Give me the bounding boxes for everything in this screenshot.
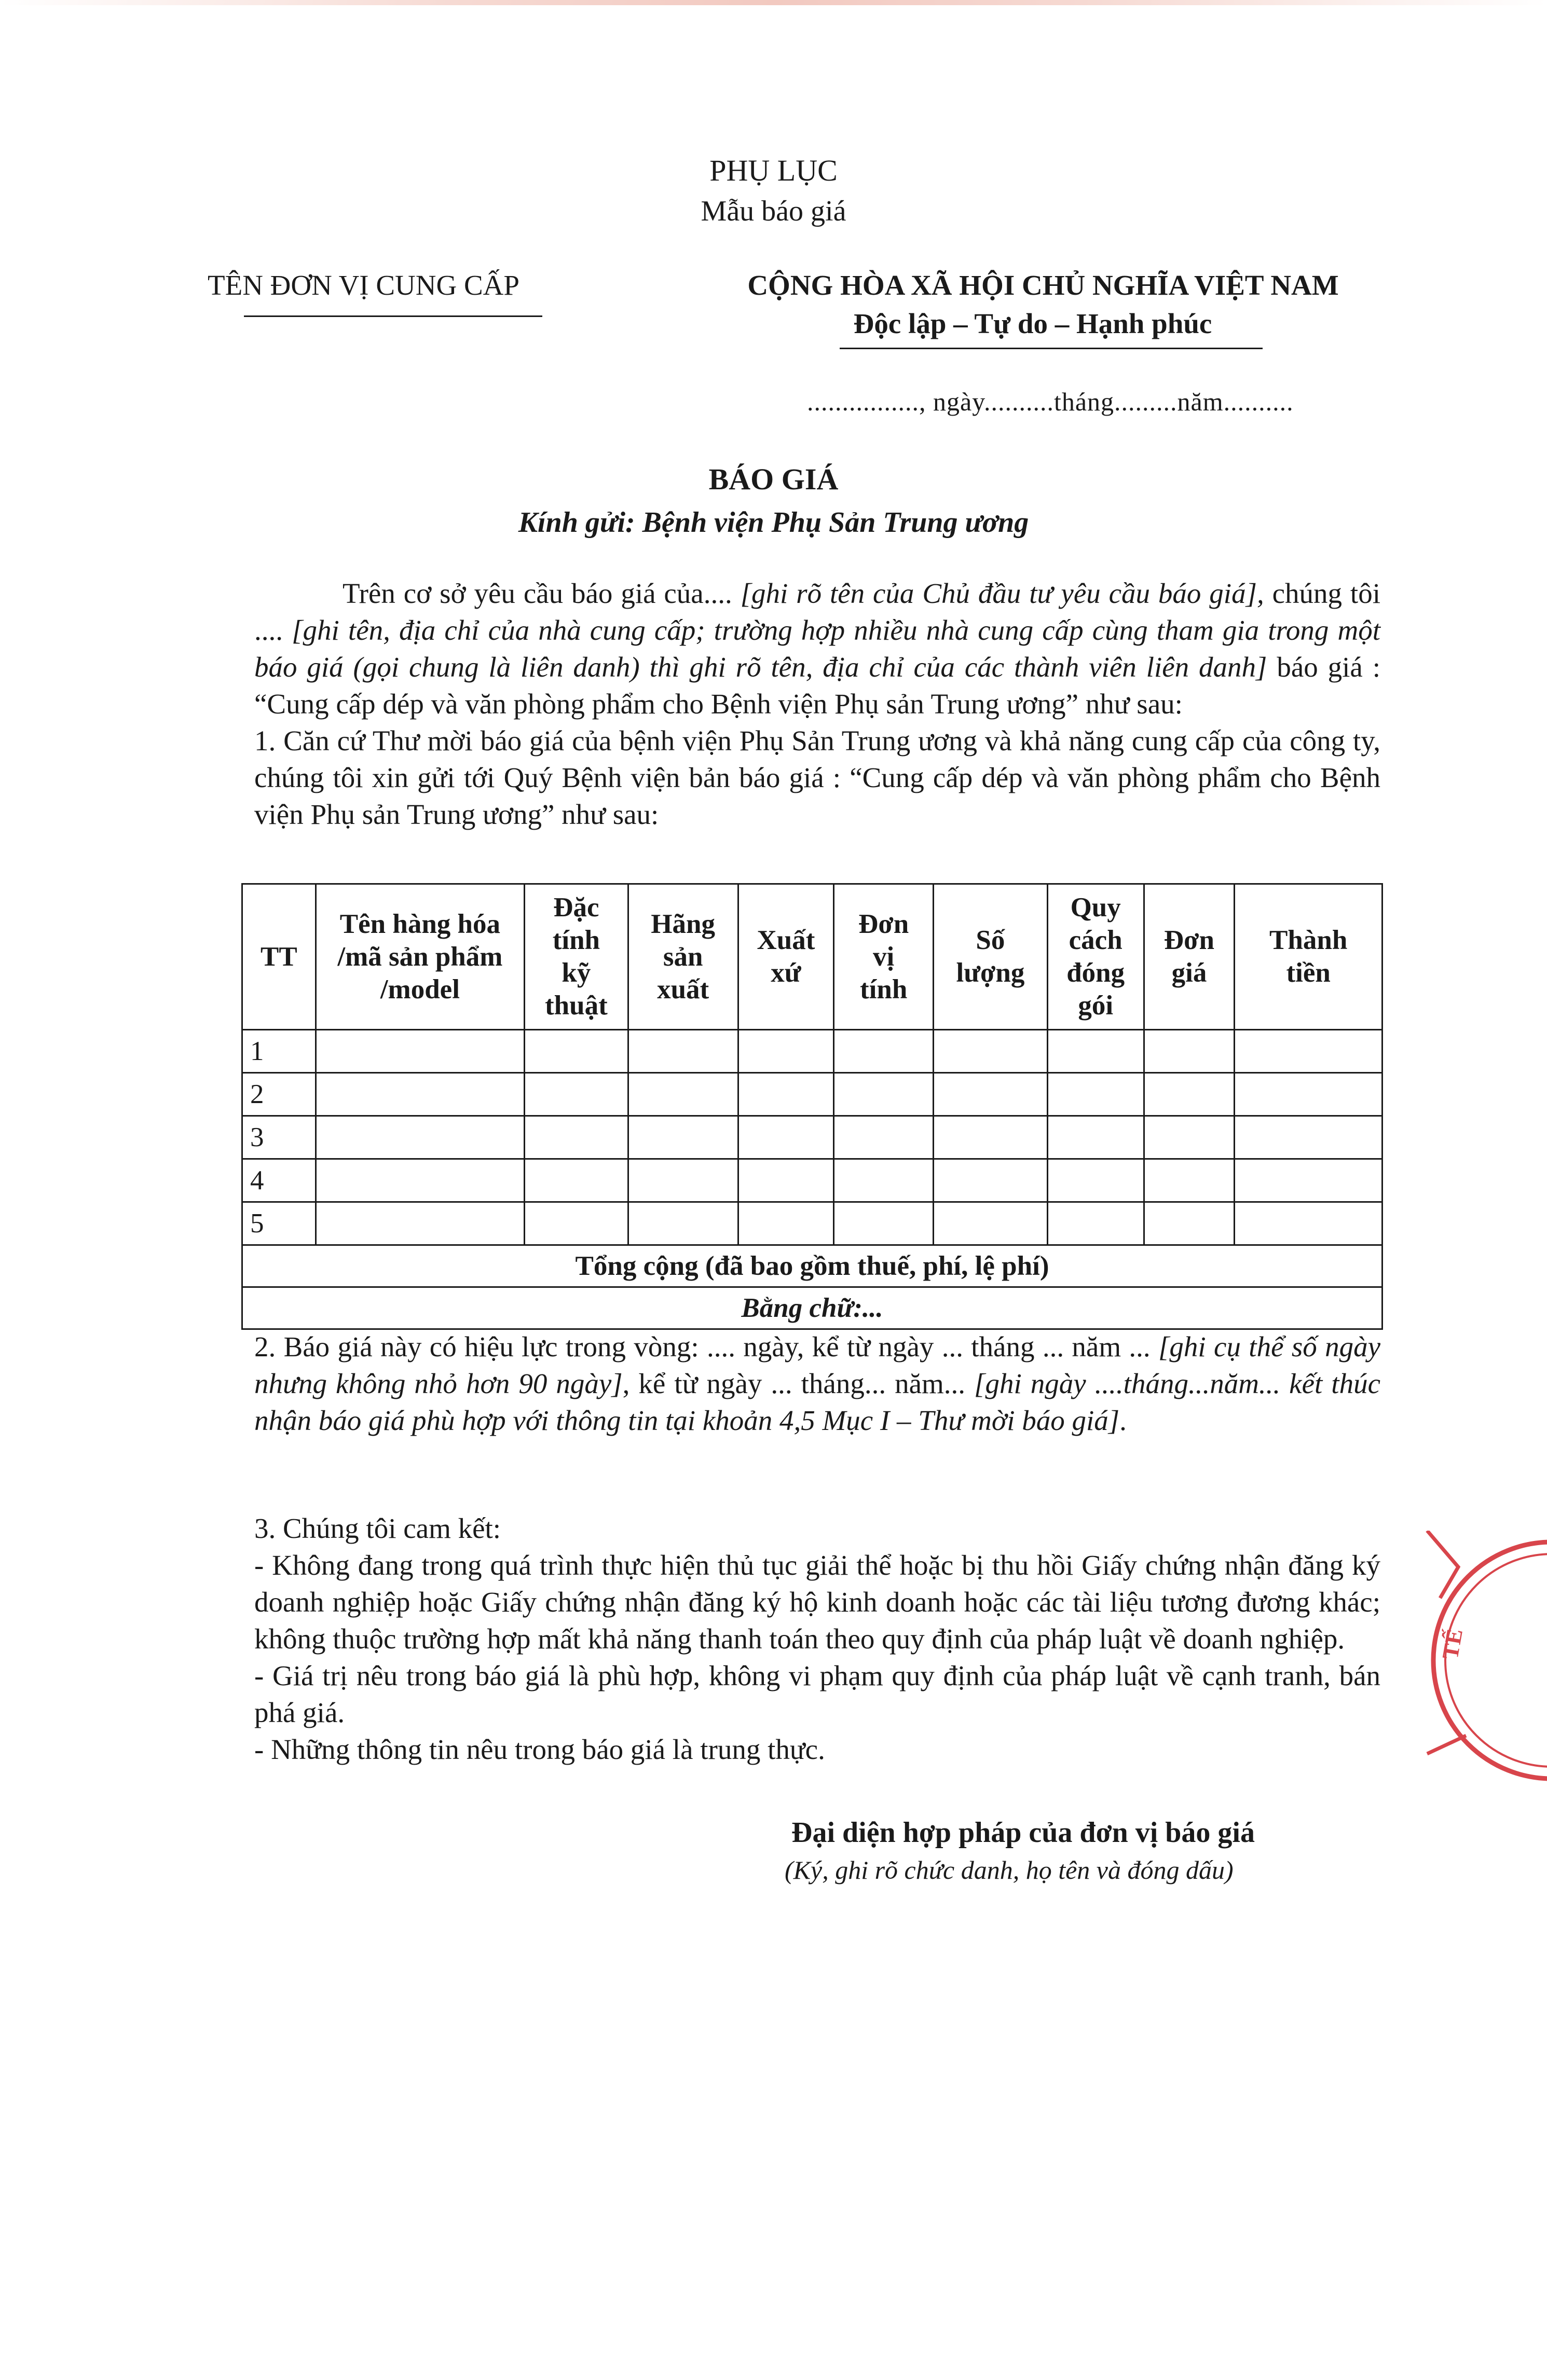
row-number: 5	[242, 1202, 316, 1245]
table-cell	[1235, 1030, 1382, 1073]
document-title: BÁO GIÁ	[708, 462, 839, 496]
table-cell	[1235, 1159, 1382, 1202]
table-cell	[934, 1116, 1048, 1159]
recipient-line: Kính gửi: Bệnh viện Phụ Sản Trung ương	[518, 506, 1029, 539]
table-cell	[1144, 1073, 1235, 1116]
signature-instruction: (Ký, ghi rõ chức danh, họ tên và đóng dấu)	[785, 1855, 1234, 1884]
table-cell	[1235, 1073, 1382, 1116]
partial-red-stamp	[1396, 1531, 1547, 1790]
header-quantity: Số lượng	[934, 884, 1048, 1030]
intro-placeholder-investor: [ghi rõ tên của Chủ đầu tư yêu cầu báo giá],	[740, 577, 1264, 609]
table-cell	[834, 1202, 934, 1245]
header-tt: TT	[242, 884, 316, 1030]
total-label: Tổng cộng (đã bao gồm thuế, phí, lệ phí)	[242, 1245, 1382, 1287]
header-origin: Xuất xứ	[738, 884, 834, 1030]
table-cell	[738, 1073, 834, 1116]
appendix-title: PHỤ LỤC	[709, 154, 838, 187]
row-number: 1	[242, 1030, 316, 1073]
table-cell	[316, 1030, 524, 1073]
national-motto: Độc lập – Tự do – Hạnh phúc	[853, 308, 1212, 339]
table-cell	[524, 1159, 628, 1202]
intro-placeholder-supplier: [ghi tên, địa chỉ của nhà cung cấp; trường hợp nhiều nhà cung cấp cùng tham gia trong một báo giá (gọi chung là liên danh) thì ghi rõ tên, địa chỉ của các thành viên liên danh]	[254, 614, 1381, 683]
commitments-heading: 3. Chúng tôi cam kết:	[254, 1512, 501, 1544]
place-date-line: ................, ngày..........tháng.........năm..........	[807, 387, 1294, 416]
table-cell	[316, 1073, 524, 1116]
table-cell	[628, 1030, 738, 1073]
table-cell	[738, 1030, 834, 1073]
table-cell	[834, 1030, 934, 1073]
intro-text-1: Trên cơ sở yêu cầu báo giá của....	[343, 577, 741, 609]
table-cell	[1047, 1159, 1144, 1202]
stamp-seal-icon	[1396, 1531, 1547, 1790]
row-number: 2	[242, 1073, 316, 1116]
table-row	[242, 1202, 1382, 1245]
header-packing: Quy cách đóng gói	[1047, 884, 1144, 1030]
table-cell	[628, 1073, 738, 1116]
intro-item-1: 1. Căn cứ Thư mời báo giá của bệnh viện Phụ Sản Trung ương và khả năng cung cấp của công ty, chúng tôi xin gửi tới Quý Bệnh viện bản báo giá : “Cung cấp dép và văn phòng phẩm cho Bệnh viện Phụ sản Trung ương” như sau:	[254, 725, 1380, 830]
table-cell	[316, 1202, 524, 1245]
table-cell	[1235, 1116, 1382, 1159]
table-cell	[1144, 1030, 1235, 1073]
table-cell	[628, 1202, 738, 1245]
table-cell	[738, 1202, 834, 1245]
validity-placeholder-days: [ghi cụ thể số ngày nhưng không nhỏ hơn 90 ngày]	[254, 1331, 1380, 1399]
table-header-row	[242, 884, 1382, 1030]
table-cell	[934, 1159, 1048, 1202]
table-cell	[834, 1159, 934, 1202]
unit-name-underline	[244, 315, 542, 317]
validity-text-3: .	[1119, 1405, 1127, 1436]
table-words-row	[242, 1287, 1382, 1329]
table-cell	[934, 1030, 1048, 1073]
table-row	[242, 1159, 1382, 1202]
table-cell	[524, 1073, 628, 1116]
intro-text-3: báo giá : “Cung cấp dép và văn phòng phẩm cho Bệnh viện Phụ sản Trung ương” như sau:	[254, 651, 1380, 720]
header-manufacturer: Hãng sản xuất	[628, 884, 738, 1030]
row-number: 3	[242, 1116, 316, 1159]
table-cell	[1144, 1202, 1235, 1245]
table-cell	[524, 1030, 628, 1073]
stamp-text: TẾ	[1437, 1627, 1468, 1661]
appendix-subtitle: Mẫu báo giá	[701, 195, 846, 227]
table-cell	[1047, 1202, 1144, 1245]
header-unit: Đơn vị tính	[834, 884, 934, 1030]
table-cell	[934, 1073, 1048, 1116]
table-cell	[1235, 1202, 1382, 1245]
country-name: CỘNG HÒA XÃ HỘI CHỦ NGHĨA VIỆT NAM	[747, 269, 1339, 301]
table-cell	[738, 1116, 834, 1159]
table-row	[242, 1073, 1382, 1116]
validity-paragraph	[254, 1328, 1380, 1439]
table-cell	[1047, 1073, 1144, 1116]
header-product-name: Tên hàng hóa /mã sản phẩm /model	[316, 884, 524, 1030]
table-cell	[628, 1159, 738, 1202]
commitments-section	[254, 1510, 1380, 1768]
table-cell	[1047, 1030, 1144, 1073]
amount-in-words: Bằng chữ:...	[242, 1287, 1382, 1329]
signature-title: Đại diện hợp pháp của đơn vị báo giá	[791, 1817, 1255, 1849]
table-cell	[524, 1116, 628, 1159]
commitment-item: - Giá trị nêu trong báo giá là phù hợp, không vi phạm quy định của pháp luật về cạnh tranh, bán phá giá.	[254, 1660, 1380, 1728]
table-row	[242, 1116, 1382, 1159]
header-technical-spec: Đặc tính kỹ thuật	[524, 884, 628, 1030]
table-total-row	[242, 1245, 1382, 1287]
commitment-item: - Những thông tin nêu trong báo giá là trung thực.	[254, 1734, 825, 1765]
validity-placeholder-end-date: [ghi ngày ....tháng...năm... kết thúc nhận báo giá phù hợp với thông tin tại khoản 4,5 Mục I – Thư mời báo giá]	[254, 1368, 1380, 1436]
table-cell	[1047, 1116, 1144, 1159]
scan-top-edge	[0, 0, 1547, 5]
quotation-table	[241, 883, 1383, 1330]
header-amount: Thành tiền	[1235, 884, 1382, 1030]
commitment-item: - Không đang trong quá trình thực hiện thủ tục giải thể hoặc bị thu hồi Giấy chứng nhận đăng ký doanh nghiệp hoặc Giấy chứng nhận đăng ký hộ kinh doanh hoặc các tài liệu tương đương khác; không thuộc trường hợp mất khả năng thanh toán theo quy định của pháp luật về doanh nghiệp.	[254, 1549, 1380, 1655]
row-number: 4	[242, 1159, 316, 1202]
intro-text-2: chúng tôi ....	[254, 577, 1380, 646]
validity-text-1: 2. Báo giá này có hiệu lực trong vòng: .... ngày, kể từ ngày ... tháng ... năm ...	[254, 1331, 1159, 1363]
table-cell	[316, 1116, 524, 1159]
intro-section	[254, 575, 1380, 833]
table-row	[242, 1030, 1382, 1073]
table-cell	[934, 1202, 1048, 1245]
table-cell	[316, 1159, 524, 1202]
table-cell	[834, 1116, 934, 1159]
table-cell	[738, 1159, 834, 1202]
supplier-unit-name: TÊN ĐƠN VỊ CUNG CẤP	[208, 269, 519, 301]
table-cell	[834, 1073, 934, 1116]
header-unit-price: Đơn giá	[1144, 884, 1235, 1030]
table-cell	[1144, 1159, 1235, 1202]
intro-paragraph	[254, 575, 1380, 722]
table-cell	[524, 1202, 628, 1245]
table-cell	[628, 1116, 738, 1159]
validity-text-2: , kể từ ngày ... tháng... năm...	[622, 1368, 975, 1399]
table-cell	[1144, 1116, 1235, 1159]
motto-underline	[840, 348, 1263, 349]
